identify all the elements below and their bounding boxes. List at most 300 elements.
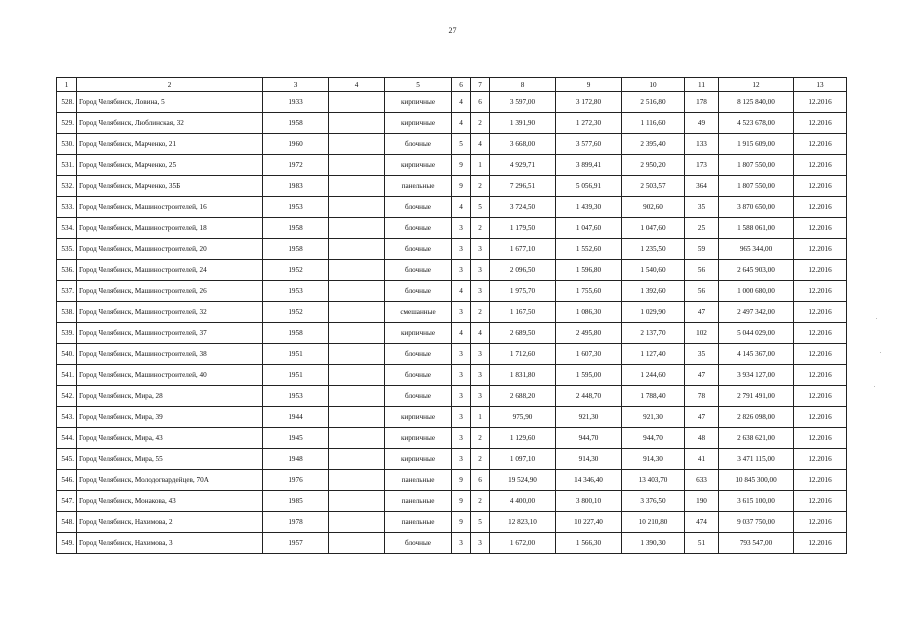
residential-area-cell: 3 376,50 xyxy=(622,491,685,512)
floors-cell: 3 xyxy=(452,302,471,323)
year-cell: 1958 xyxy=(263,323,329,344)
residents-cell: 35 xyxy=(685,197,719,218)
year-cell: 1958 xyxy=(263,113,329,134)
premises-area-cell: 944,70 xyxy=(556,428,622,449)
table-row xyxy=(57,449,847,470)
column-header-12: 12 xyxy=(719,78,794,92)
column-header-4: 4 xyxy=(329,78,385,92)
floors-cell: 9 xyxy=(452,491,471,512)
floors-cell: 3 xyxy=(452,218,471,239)
residential-area-cell: 2 503,57 xyxy=(622,176,685,197)
entrances-cell: 2 xyxy=(471,302,490,323)
residents-cell: 633 xyxy=(685,470,719,491)
entrances-cell: 2 xyxy=(471,428,490,449)
entrances-cell: 3 xyxy=(471,281,490,302)
row-number: 536. xyxy=(57,260,77,281)
wall-material-cell: панельные xyxy=(385,491,452,512)
residents-cell: 47 xyxy=(685,365,719,386)
floors-cell: 3 xyxy=(452,449,471,470)
address-cell: Город Челябинск, Ловина, 5 xyxy=(77,92,263,113)
column-header-7: 7 xyxy=(471,78,490,92)
premises-area-cell: 1 566,30 xyxy=(556,533,622,554)
row-number: 538. xyxy=(57,302,77,323)
column-header-8: 8 xyxy=(490,78,556,92)
table-row xyxy=(57,218,847,239)
floors-cell: 9 xyxy=(452,512,471,533)
column-4-cell xyxy=(329,281,385,302)
address-cell: Город Челябинск, Нахимова, 3 xyxy=(77,533,263,554)
column-4-cell xyxy=(329,218,385,239)
residents-cell: 51 xyxy=(685,533,719,554)
address-cell: Город Челябинск, Молодогвардейцев, 70А xyxy=(77,470,263,491)
floors-cell: 3 xyxy=(452,260,471,281)
address-cell: Город Челябинск, Мира, 43 xyxy=(77,428,263,449)
residents-cell: 178 xyxy=(685,92,719,113)
wall-material-cell: блочные xyxy=(385,386,452,407)
deadline-cell: 12.2016 xyxy=(794,323,847,344)
row-number: 540. xyxy=(57,344,77,365)
column-4-cell xyxy=(329,323,385,344)
premises-area-cell: 14 346,40 xyxy=(556,470,622,491)
column-4-cell xyxy=(329,239,385,260)
address-cell: Город Челябинск, Машиностроителей, 18 xyxy=(77,218,263,239)
row-number: 529. xyxy=(57,113,77,134)
wall-material-cell: блочные xyxy=(385,260,452,281)
year-cell: 1933 xyxy=(263,92,329,113)
address-cell: Город Челябинск, Марченко, 25 xyxy=(77,155,263,176)
year-cell: 1960 xyxy=(263,134,329,155)
table-row xyxy=(57,197,847,218)
address-cell: Город Челябинск, Марченко, 35Б xyxy=(77,176,263,197)
residential-area-cell: 2 395,40 xyxy=(622,134,685,155)
residential-area-cell: 10 210,80 xyxy=(622,512,685,533)
year-cell: 1952 xyxy=(263,302,329,323)
floors-cell: 3 xyxy=(452,533,471,554)
floors-cell: 9 xyxy=(452,470,471,491)
year-cell: 1957 xyxy=(263,533,329,554)
address-cell: Город Челябинск, Мира, 39 xyxy=(77,407,263,428)
column-4-cell xyxy=(329,470,385,491)
column-header-3: 3 xyxy=(263,78,329,92)
residential-area-cell: 1 540,60 xyxy=(622,260,685,281)
premises-area-cell: 3 899,41 xyxy=(556,155,622,176)
table-row xyxy=(57,512,847,533)
repair-cost-cell: 2 791 491,00 xyxy=(719,386,794,407)
repair-cost-cell: 965 344,00 xyxy=(719,239,794,260)
floors-cell: 3 xyxy=(452,428,471,449)
year-cell: 1976 xyxy=(263,470,329,491)
column-4-cell xyxy=(329,113,385,134)
total-area-cell: 3 668,00 xyxy=(490,134,556,155)
column-4-cell xyxy=(329,155,385,176)
year-cell: 1952 xyxy=(263,260,329,281)
entrances-cell: 3 xyxy=(471,386,490,407)
entrances-cell: 3 xyxy=(471,365,490,386)
table-body xyxy=(57,92,847,554)
total-area-cell: 2 096,50 xyxy=(490,260,556,281)
year-cell: 1978 xyxy=(263,512,329,533)
wall-material-cell: кирпичные xyxy=(385,155,452,176)
repair-cost-cell: 2 497 342,00 xyxy=(719,302,794,323)
address-cell: Город Челябинск, Машиностроителей, 16 xyxy=(77,197,263,218)
floors-cell: 4 xyxy=(452,323,471,344)
premises-area-cell: 3 800,10 xyxy=(556,491,622,512)
repair-cost-cell: 8 125 840,00 xyxy=(719,92,794,113)
floors-cell: 9 xyxy=(452,176,471,197)
repair-cost-cell: 3 615 100,00 xyxy=(719,491,794,512)
deadline-cell: 12.2016 xyxy=(794,134,847,155)
premises-area-cell: 1 607,30 xyxy=(556,344,622,365)
column-4-cell xyxy=(329,449,385,470)
wall-material-cell: блочные xyxy=(385,197,452,218)
residential-area-cell: 1 116,60 xyxy=(622,113,685,134)
entrances-cell: 2 xyxy=(471,218,490,239)
entrances-cell: 1 xyxy=(471,407,490,428)
wall-material-cell: кирпичные xyxy=(385,449,452,470)
premises-area-cell: 1 595,00 xyxy=(556,365,622,386)
entrances-cell: 3 xyxy=(471,344,490,365)
row-number: 541. xyxy=(57,365,77,386)
address-cell: Город Челябинск, Машиностроителей, 26 xyxy=(77,281,263,302)
column-4-cell xyxy=(329,344,385,365)
row-number: 535. xyxy=(57,239,77,260)
wall-material-cell: кирпичные xyxy=(385,113,452,134)
repair-cost-cell: 4 523 678,00 xyxy=(719,113,794,134)
total-area-cell: 4 400,00 xyxy=(490,491,556,512)
residential-area-cell: 1 392,60 xyxy=(622,281,685,302)
floors-cell: 3 xyxy=(452,239,471,260)
year-cell: 1948 xyxy=(263,449,329,470)
column-header-11: 11 xyxy=(685,78,719,92)
year-cell: 1953 xyxy=(263,197,329,218)
residents-cell: 35 xyxy=(685,344,719,365)
premises-area-cell: 2 495,80 xyxy=(556,323,622,344)
premises-area-cell: 1 086,30 xyxy=(556,302,622,323)
residential-area-cell: 2 516,80 xyxy=(622,92,685,113)
table-row xyxy=(57,533,847,554)
table-row xyxy=(57,428,847,449)
table-row xyxy=(57,281,847,302)
column-header-1: 1 xyxy=(57,78,77,92)
residential-area-cell: 1 047,60 xyxy=(622,218,685,239)
floors-cell: 9 xyxy=(452,155,471,176)
row-number: 549. xyxy=(57,533,77,554)
entrances-cell: 3 xyxy=(471,239,490,260)
total-area-cell: 2 689,50 xyxy=(490,323,556,344)
row-number: 531. xyxy=(57,155,77,176)
wall-material-cell: блочные xyxy=(385,218,452,239)
residential-area-cell: 1 390,30 xyxy=(622,533,685,554)
deadline-cell: 12.2016 xyxy=(794,407,847,428)
row-number: 533. xyxy=(57,197,77,218)
column-header-2: 2 xyxy=(77,78,263,92)
residential-area-cell: 914,30 xyxy=(622,449,685,470)
year-cell: 1958 xyxy=(263,218,329,239)
repair-cost-cell: 3 934 127,00 xyxy=(719,365,794,386)
residential-area-cell: 1 244,60 xyxy=(622,365,685,386)
table-row xyxy=(57,491,847,512)
address-cell: Город Челябинск, Машиностроителей, 37 xyxy=(77,323,263,344)
table-row xyxy=(57,155,847,176)
residents-cell: 102 xyxy=(685,323,719,344)
residents-cell: 78 xyxy=(685,386,719,407)
floors-cell: 5 xyxy=(452,134,471,155)
entrances-cell: 3 xyxy=(471,260,490,281)
total-area-cell: 2 688,20 xyxy=(490,386,556,407)
premises-area-cell: 1 047,60 xyxy=(556,218,622,239)
residents-cell: 25 xyxy=(685,218,719,239)
row-number: 544. xyxy=(57,428,77,449)
housing-registry-table xyxy=(56,77,847,554)
repair-cost-cell: 2 638 621,00 xyxy=(719,428,794,449)
total-area-cell: 7 296,51 xyxy=(490,176,556,197)
residents-cell: 41 xyxy=(685,449,719,470)
deadline-cell: 12.2016 xyxy=(794,302,847,323)
wall-material-cell: панельные xyxy=(385,176,452,197)
row-number: 532. xyxy=(57,176,77,197)
deadline-cell: 12.2016 xyxy=(794,239,847,260)
premises-area-cell: 1 596,80 xyxy=(556,260,622,281)
year-cell: 1951 xyxy=(263,365,329,386)
deadline-cell: 12.2016 xyxy=(794,197,847,218)
address-cell: Город Челябинск, Машиностроителей, 32 xyxy=(77,302,263,323)
premises-area-cell: 2 448,70 xyxy=(556,386,622,407)
row-number: 545. xyxy=(57,449,77,470)
column-4-cell xyxy=(329,533,385,554)
floors-cell: 4 xyxy=(452,281,471,302)
table-row xyxy=(57,260,847,281)
scan-speck xyxy=(876,318,877,319)
total-area-cell: 3 724,50 xyxy=(490,197,556,218)
residents-cell: 59 xyxy=(685,239,719,260)
total-area-cell: 1 831,80 xyxy=(490,365,556,386)
floors-cell: 4 xyxy=(452,113,471,134)
year-cell: 1944 xyxy=(263,407,329,428)
year-cell: 1951 xyxy=(263,344,329,365)
address-cell: Город Челябинск, Нахимова, 2 xyxy=(77,512,263,533)
year-cell: 1953 xyxy=(263,281,329,302)
wall-material-cell: панельные xyxy=(385,512,452,533)
total-area-cell: 19 524,90 xyxy=(490,470,556,491)
entrances-cell: 3 xyxy=(471,533,490,554)
year-cell: 1945 xyxy=(263,428,329,449)
table-row xyxy=(57,386,847,407)
wall-material-cell: смешанные xyxy=(385,302,452,323)
residents-cell: 56 xyxy=(685,260,719,281)
wall-material-cell: кирпичные xyxy=(385,92,452,113)
table-row xyxy=(57,92,847,113)
repair-cost-cell: 1 588 061,00 xyxy=(719,218,794,239)
deadline-cell: 12.2016 xyxy=(794,386,847,407)
total-area-cell: 1 167,50 xyxy=(490,302,556,323)
premises-area-cell: 914,30 xyxy=(556,449,622,470)
premises-area-cell: 3 172,80 xyxy=(556,92,622,113)
wall-material-cell: блочные xyxy=(385,134,452,155)
address-cell: Город Челябинск, Машиностроителей, 40 xyxy=(77,365,263,386)
row-number: 548. xyxy=(57,512,77,533)
address-cell: Город Челябинск, Марченко, 21 xyxy=(77,134,263,155)
residents-cell: 474 xyxy=(685,512,719,533)
total-area-cell: 1 672,00 xyxy=(490,533,556,554)
repair-cost-cell: 1 000 680,00 xyxy=(719,281,794,302)
deadline-cell: 12.2016 xyxy=(794,113,847,134)
total-area-cell: 1 179,50 xyxy=(490,218,556,239)
residential-area-cell: 1 788,40 xyxy=(622,386,685,407)
column-4-cell xyxy=(329,491,385,512)
entrances-cell: 1 xyxy=(471,155,490,176)
repair-cost-cell: 2 645 903,00 xyxy=(719,260,794,281)
column-header-9: 9 xyxy=(556,78,622,92)
deadline-cell: 12.2016 xyxy=(794,176,847,197)
repair-cost-cell: 1 915 609,00 xyxy=(719,134,794,155)
total-area-cell: 1 129,60 xyxy=(490,428,556,449)
table-row xyxy=(57,470,847,491)
table-row xyxy=(57,365,847,386)
column-4-cell xyxy=(329,428,385,449)
wall-material-cell: кирпичные xyxy=(385,323,452,344)
premises-area-cell: 10 227,40 xyxy=(556,512,622,533)
premises-area-cell: 3 577,60 xyxy=(556,134,622,155)
deadline-cell: 12.2016 xyxy=(794,449,847,470)
deadline-cell: 12.2016 xyxy=(794,491,847,512)
deadline-cell: 12.2016 xyxy=(794,512,847,533)
column-header-5: 5 xyxy=(385,78,452,92)
table-row xyxy=(57,239,847,260)
table-row xyxy=(57,323,847,344)
entrances-cell: 6 xyxy=(471,470,490,491)
premises-area-cell: 1 552,60 xyxy=(556,239,622,260)
column-4-cell xyxy=(329,365,385,386)
wall-material-cell: блочные xyxy=(385,533,452,554)
wall-material-cell: кирпичные xyxy=(385,428,452,449)
residential-area-cell: 944,70 xyxy=(622,428,685,449)
deadline-cell: 12.2016 xyxy=(794,260,847,281)
table-row xyxy=(57,302,847,323)
wall-material-cell: панельные xyxy=(385,470,452,491)
total-area-cell: 1 391,90 xyxy=(490,113,556,134)
entrances-cell: 4 xyxy=(471,134,490,155)
address-cell: Город Челябинск, Машиностроителей, 38 xyxy=(77,344,263,365)
row-number: 537. xyxy=(57,281,77,302)
address-cell: Город Челябинск, Люблинская, 32 xyxy=(77,113,263,134)
residents-cell: 56 xyxy=(685,281,719,302)
residents-cell: 364 xyxy=(685,176,719,197)
residents-cell: 133 xyxy=(685,134,719,155)
year-cell: 1983 xyxy=(263,176,329,197)
column-4-cell xyxy=(329,512,385,533)
wall-material-cell: блочные xyxy=(385,281,452,302)
wall-material-cell: блочные xyxy=(385,365,452,386)
column-4-cell xyxy=(329,302,385,323)
residents-cell: 173 xyxy=(685,155,719,176)
column-4-cell xyxy=(329,134,385,155)
residents-cell: 49 xyxy=(685,113,719,134)
residents-cell: 48 xyxy=(685,428,719,449)
entrances-cell: 2 xyxy=(471,491,490,512)
total-area-cell: 1 677,10 xyxy=(490,239,556,260)
residential-area-cell: 2 137,70 xyxy=(622,323,685,344)
repair-cost-cell: 1 807 550,00 xyxy=(719,176,794,197)
address-cell: Город Челябинск, Машиностроителей, 24 xyxy=(77,260,263,281)
row-number: 528. xyxy=(57,92,77,113)
repair-cost-cell: 10 845 300,00 xyxy=(719,470,794,491)
deadline-cell: 12.2016 xyxy=(794,218,847,239)
address-cell: Город Челябинск, Мира, 28 xyxy=(77,386,263,407)
wall-material-cell: кирпичные xyxy=(385,407,452,428)
column-header-10: 10 xyxy=(622,78,685,92)
floors-cell: 4 xyxy=(452,197,471,218)
residents-cell: 47 xyxy=(685,407,719,428)
floors-cell: 3 xyxy=(452,344,471,365)
wall-material-cell: блочные xyxy=(385,239,452,260)
repair-cost-cell: 2 826 098,00 xyxy=(719,407,794,428)
column-4-cell xyxy=(329,386,385,407)
floors-cell: 3 xyxy=(452,386,471,407)
total-area-cell: 1 097,10 xyxy=(490,449,556,470)
total-area-cell: 12 823,10 xyxy=(490,512,556,533)
deadline-cell: 12.2016 xyxy=(794,344,847,365)
row-number: 534. xyxy=(57,218,77,239)
residential-area-cell: 2 950,20 xyxy=(622,155,685,176)
scan-speck xyxy=(874,386,875,387)
repair-cost-cell: 3 870 650,00 xyxy=(719,197,794,218)
residential-area-cell: 13 403,70 xyxy=(622,470,685,491)
scan-speck xyxy=(880,352,881,353)
premises-area-cell: 921,30 xyxy=(556,407,622,428)
table-row xyxy=(57,344,847,365)
entrances-cell: 2 xyxy=(471,113,490,134)
residential-area-cell: 902,60 xyxy=(622,197,685,218)
residential-area-cell: 1 029,90 xyxy=(622,302,685,323)
year-cell: 1972 xyxy=(263,155,329,176)
address-cell: Город Челябинск, Мира, 55 xyxy=(77,449,263,470)
repair-cost-cell: 9 037 750,00 xyxy=(719,512,794,533)
deadline-cell: 12.2016 xyxy=(794,428,847,449)
deadline-cell: 12.2016 xyxy=(794,92,847,113)
year-cell: 1985 xyxy=(263,491,329,512)
floors-cell: 3 xyxy=(452,365,471,386)
total-area-cell: 1 712,60 xyxy=(490,344,556,365)
residential-area-cell: 1 235,50 xyxy=(622,239,685,260)
total-area-cell: 3 597,00 xyxy=(490,92,556,113)
table-row xyxy=(57,113,847,134)
premises-area-cell: 1 439,30 xyxy=(556,197,622,218)
floors-cell: 4 xyxy=(452,92,471,113)
column-4-cell xyxy=(329,260,385,281)
deadline-cell: 12.2016 xyxy=(794,470,847,491)
row-number: 546. xyxy=(57,470,77,491)
column-header-6: 6 xyxy=(452,78,471,92)
premises-area-cell: 5 056,91 xyxy=(556,176,622,197)
repair-cost-cell: 5 044 029,00 xyxy=(719,323,794,344)
entrances-cell: 2 xyxy=(471,449,490,470)
row-number: 530. xyxy=(57,134,77,155)
header-row xyxy=(57,78,847,92)
residents-cell: 47 xyxy=(685,302,719,323)
deadline-cell: 12.2016 xyxy=(794,155,847,176)
premises-area-cell: 1 272,30 xyxy=(556,113,622,134)
table-row xyxy=(57,407,847,428)
floors-cell: 3 xyxy=(452,407,471,428)
column-4-cell xyxy=(329,92,385,113)
repair-cost-cell: 4 145 367,00 xyxy=(719,344,794,365)
deadline-cell: 12.2016 xyxy=(794,533,847,554)
wall-material-cell: блочные xyxy=(385,344,452,365)
year-cell: 1958 xyxy=(263,239,329,260)
column-4-cell xyxy=(329,176,385,197)
repair-cost-cell: 3 471 115,00 xyxy=(719,449,794,470)
table-row xyxy=(57,176,847,197)
